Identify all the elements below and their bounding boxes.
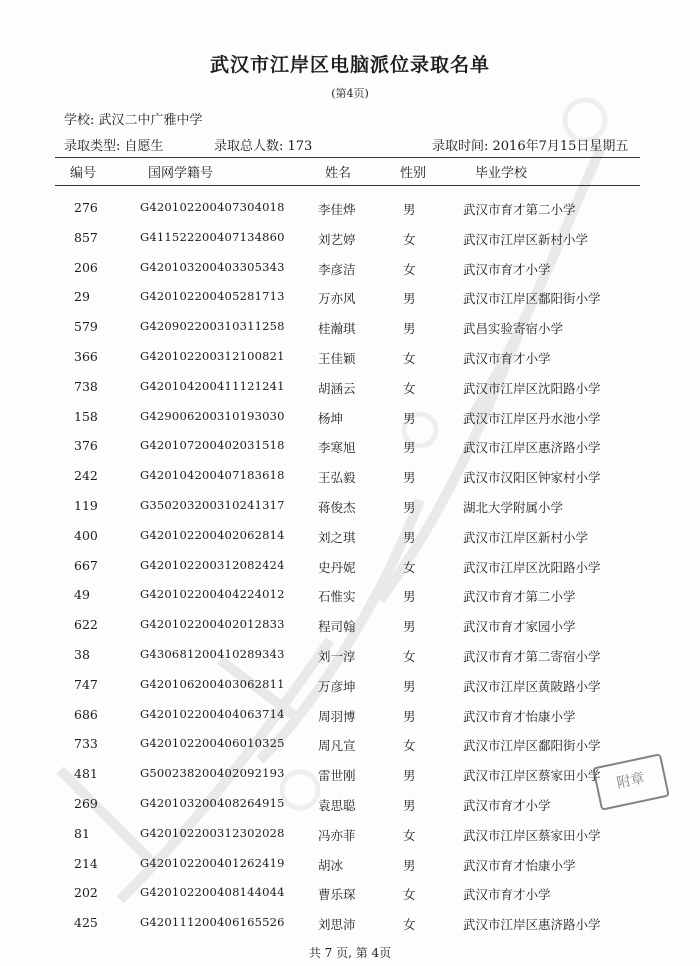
cell-school: 武汉市育才家园小学	[463, 619, 576, 635]
cell-no: 206	[74, 259, 98, 275]
column-header-sex: 性别	[400, 166, 427, 181]
cell-no: 158	[74, 408, 98, 424]
cell-no: 622	[74, 617, 98, 633]
cell-student-id: G420102200405281713	[140, 289, 285, 304]
cell-no: 29	[74, 289, 90, 305]
cell-sex: 女	[403, 231, 416, 247]
cell-name: 桂瀚琪	[318, 321, 356, 337]
cell-student-id: G420902200310311258	[140, 319, 285, 334]
cell-name: 胡涵云	[318, 380, 356, 396]
pagination-footer: 共 7 页, 第 4页	[308, 946, 392, 960]
cell-student-id: G420102200406010325	[140, 736, 285, 751]
cell-student-id: G429006200310193030	[140, 408, 285, 423]
cell-name: 刘思沛	[318, 917, 356, 933]
cell-student-id: G420102200408144044	[140, 885, 285, 900]
cell-school: 武汉市江岸区鄱阳街小学	[463, 738, 601, 754]
table-row	[0, 260, 700, 280]
cell-sex: 男	[403, 678, 416, 694]
cell-student-id: G420102200404224012	[140, 587, 285, 602]
cell-school: 武汉市汉阳区钟家村小学	[463, 470, 601, 486]
cell-no: 49	[74, 587, 90, 603]
cell-sex: 女	[403, 380, 416, 396]
cell-name: 万亦风	[318, 291, 356, 307]
cell-sex: 男	[403, 291, 416, 307]
table-row	[0, 707, 700, 727]
cell-school: 武汉市江岸区蔡家田小学	[463, 827, 601, 843]
cell-sex: 女	[403, 887, 416, 903]
cell-student-id: G420102200312302028	[140, 825, 285, 840]
cell-name: 刘之琪	[318, 529, 356, 545]
column-header-school: 毕业学校	[475, 166, 528, 181]
table-header-rule	[55, 185, 640, 186]
cell-student-id: G420102200401262419	[140, 855, 285, 870]
cell-school: 武汉市江岸区新村小学	[463, 529, 589, 545]
cell-no: 400	[74, 527, 98, 543]
cell-sex: 男	[403, 857, 416, 873]
table-row	[0, 796, 700, 816]
cell-sex: 男	[403, 798, 416, 813]
cell-school: 武汉市江岸区惠济路小学	[463, 440, 601, 456]
cell-name: 曹乐琛	[318, 887, 356, 903]
cell-no: 119	[74, 498, 98, 513]
cell-no: 857	[74, 229, 98, 245]
cell-name: 李寒旭	[318, 440, 356, 456]
cell-student-id: G420111200406165526	[140, 915, 285, 930]
cell-school: 湖北大学附属小学	[463, 500, 564, 515]
cell-sex: 男	[403, 529, 416, 545]
column-header-student-id: 国网学籍号	[148, 166, 214, 181]
cell-student-id: G420102200402012833	[140, 617, 285, 632]
cell-name: 王弘毅	[318, 470, 356, 486]
admission-total: 录取总人数: 173	[214, 139, 313, 154]
table-row	[0, 558, 700, 578]
table-row	[0, 528, 700, 548]
cell-name: 李佳烨	[318, 202, 356, 217]
cell-name: 冯亦菲	[318, 827, 356, 843]
cell-name: 袁思聪	[318, 798, 356, 813]
cell-student-id: G411522200407134860	[140, 229, 285, 244]
table-row	[0, 617, 700, 637]
table-row	[0, 319, 700, 339]
cell-student-id: G430681200410289343	[140, 647, 285, 661]
cell-no: 276	[74, 200, 98, 215]
table-row	[0, 230, 700, 250]
cell-name: 雷世刚	[318, 768, 356, 784]
column-header-no: 编号	[70, 166, 97, 181]
cell-no: 481	[74, 766, 98, 782]
admission-time: 录取时间: 2016年7月15日星期五	[432, 139, 629, 154]
cell-student-id: G350203200310241317	[140, 498, 285, 512]
cell-name: 杨坤	[318, 410, 344, 426]
table-row	[0, 647, 700, 667]
cell-school: 武汉市育才怡康小学	[463, 708, 576, 724]
cell-student-id: G420106200403062811	[140, 676, 285, 691]
cell-student-id: G420102200312082424	[140, 557, 285, 572]
cell-name: 胡冰	[318, 857, 344, 873]
cell-sex: 男	[403, 589, 416, 605]
cell-student-id: G420102200312100821	[140, 349, 285, 363]
cell-no: 202	[74, 885, 98, 901]
cell-student-id: G420102200404063714	[140, 706, 285, 721]
cell-sex: 男	[403, 202, 416, 217]
table-row	[0, 200, 700, 220]
table-row	[0, 826, 700, 846]
cell-student-id: G420103200408264915	[140, 796, 285, 810]
cell-no: 38	[74, 647, 90, 662]
admission-type: 录取类型: 自愿生	[64, 139, 164, 154]
cell-school: 武汉市育才小学	[463, 887, 551, 903]
table-row	[0, 856, 700, 876]
cell-school: 武汉市江岸区惠济路小学	[463, 917, 601, 933]
cell-school: 武汉市江岸区新村小学	[463, 231, 589, 247]
cell-sex: 男	[403, 470, 416, 486]
cell-no: 376	[74, 438, 98, 454]
cell-school: 武汉市育才小学	[463, 351, 551, 366]
admission-meta	[64, 135, 644, 153]
table-row	[0, 349, 700, 369]
page-title: 武汉市江岸区电脑派位录取名单	[209, 54, 490, 76]
cell-no: 747	[74, 676, 98, 692]
cell-no: 269	[74, 796, 98, 811]
cell-sex: 男	[403, 500, 416, 515]
column-header-name: 姓名	[325, 166, 352, 181]
table-row	[0, 468, 700, 488]
cell-school: 武昌实验寄宿小学	[463, 321, 564, 337]
cell-name: 程司翰	[318, 619, 356, 635]
cell-name: 周凡宣	[318, 738, 356, 754]
cell-no: 242	[74, 468, 98, 484]
cell-no: 733	[74, 736, 98, 752]
cell-school: 武汉市江岸区鄱阳街小学	[463, 291, 601, 307]
cell-school: 武汉市育才第二寄宿小学	[463, 649, 601, 664]
cell-student-id: G420102200407304018	[140, 200, 285, 214]
cell-student-id: G420107200402031518	[140, 438, 285, 453]
cell-no: 366	[74, 349, 98, 364]
cell-school: 武汉市育才第二小学	[463, 202, 576, 217]
cell-sex: 女	[403, 559, 416, 575]
cell-school: 武汉市江岸区黄陂路小学	[463, 678, 601, 694]
cell-sex: 女	[403, 261, 416, 277]
school-info: 学校: 武汉二中广雅中学	[64, 113, 203, 128]
table-row	[0, 409, 700, 429]
cell-student-id: G420102200402062814	[140, 527, 285, 542]
cell-name: 石惟实	[318, 589, 356, 605]
cell-school: 武汉市江岸区蔡家田小学	[463, 768, 601, 784]
cell-sex: 男	[403, 768, 416, 784]
cell-sex: 男	[403, 619, 416, 635]
cell-school: 武汉市江岸区沈阳路小学	[463, 380, 601, 396]
cell-name: 周羽博	[318, 708, 356, 724]
cell-sex: 男	[403, 708, 416, 724]
cell-no: 667	[74, 557, 98, 573]
cell-student-id: G420104200411121241	[140, 378, 285, 393]
page-number-label: (第4页)	[331, 87, 369, 100]
cell-sex: 女	[403, 917, 416, 933]
cell-no: 579	[74, 319, 98, 335]
cell-student-id: G420104200407183618	[140, 468, 285, 483]
table-top-rule	[55, 157, 640, 158]
table-row	[0, 915, 700, 935]
table-row	[0, 736, 700, 756]
cell-school: 武汉市育才小学	[463, 261, 551, 277]
cell-name: 李彦洁	[318, 261, 356, 277]
cell-school: 武汉市江岸区沈阳路小学	[463, 559, 601, 575]
cell-student-id: G420103200403305343	[140, 259, 285, 274]
table-row	[0, 587, 700, 607]
cell-student-id: G500238200402092193	[140, 766, 285, 781]
cell-name: 刘一淳	[318, 649, 356, 664]
cell-school: 武汉市江岸区丹水池小学	[463, 410, 601, 426]
cell-name: 史丹妮	[318, 559, 356, 575]
table-row	[0, 438, 700, 458]
official-stamp: 附章	[592, 753, 670, 811]
cell-name: 蒋俊杰	[318, 500, 356, 515]
cell-no: 425	[74, 915, 98, 931]
cell-name: 王佳颖	[318, 351, 356, 366]
cell-sex: 女	[403, 351, 416, 366]
cell-no: 214	[74, 855, 98, 871]
cell-sex: 男	[403, 440, 416, 456]
table-row	[0, 885, 700, 905]
cell-no: 81	[74, 825, 90, 841]
cell-school: 武汉市育才第二小学	[463, 589, 576, 605]
cell-sex: 女	[403, 649, 416, 664]
cell-sex: 女	[403, 827, 416, 843]
table-row	[0, 498, 700, 518]
table-row	[0, 379, 700, 399]
cell-sex: 男	[403, 410, 416, 426]
cell-name: 刘艺婷	[318, 231, 356, 247]
table-row	[0, 677, 700, 697]
cell-sex: 女	[403, 738, 416, 754]
cell-sex: 男	[403, 321, 416, 337]
cell-no: 738	[74, 378, 98, 394]
cell-school: 武汉市育才怡康小学	[463, 857, 576, 873]
cell-school: 武汉市育才小学	[463, 798, 551, 813]
table-row	[0, 289, 700, 309]
cell-no: 686	[74, 706, 98, 722]
cell-name: 万彦坤	[318, 678, 356, 694]
